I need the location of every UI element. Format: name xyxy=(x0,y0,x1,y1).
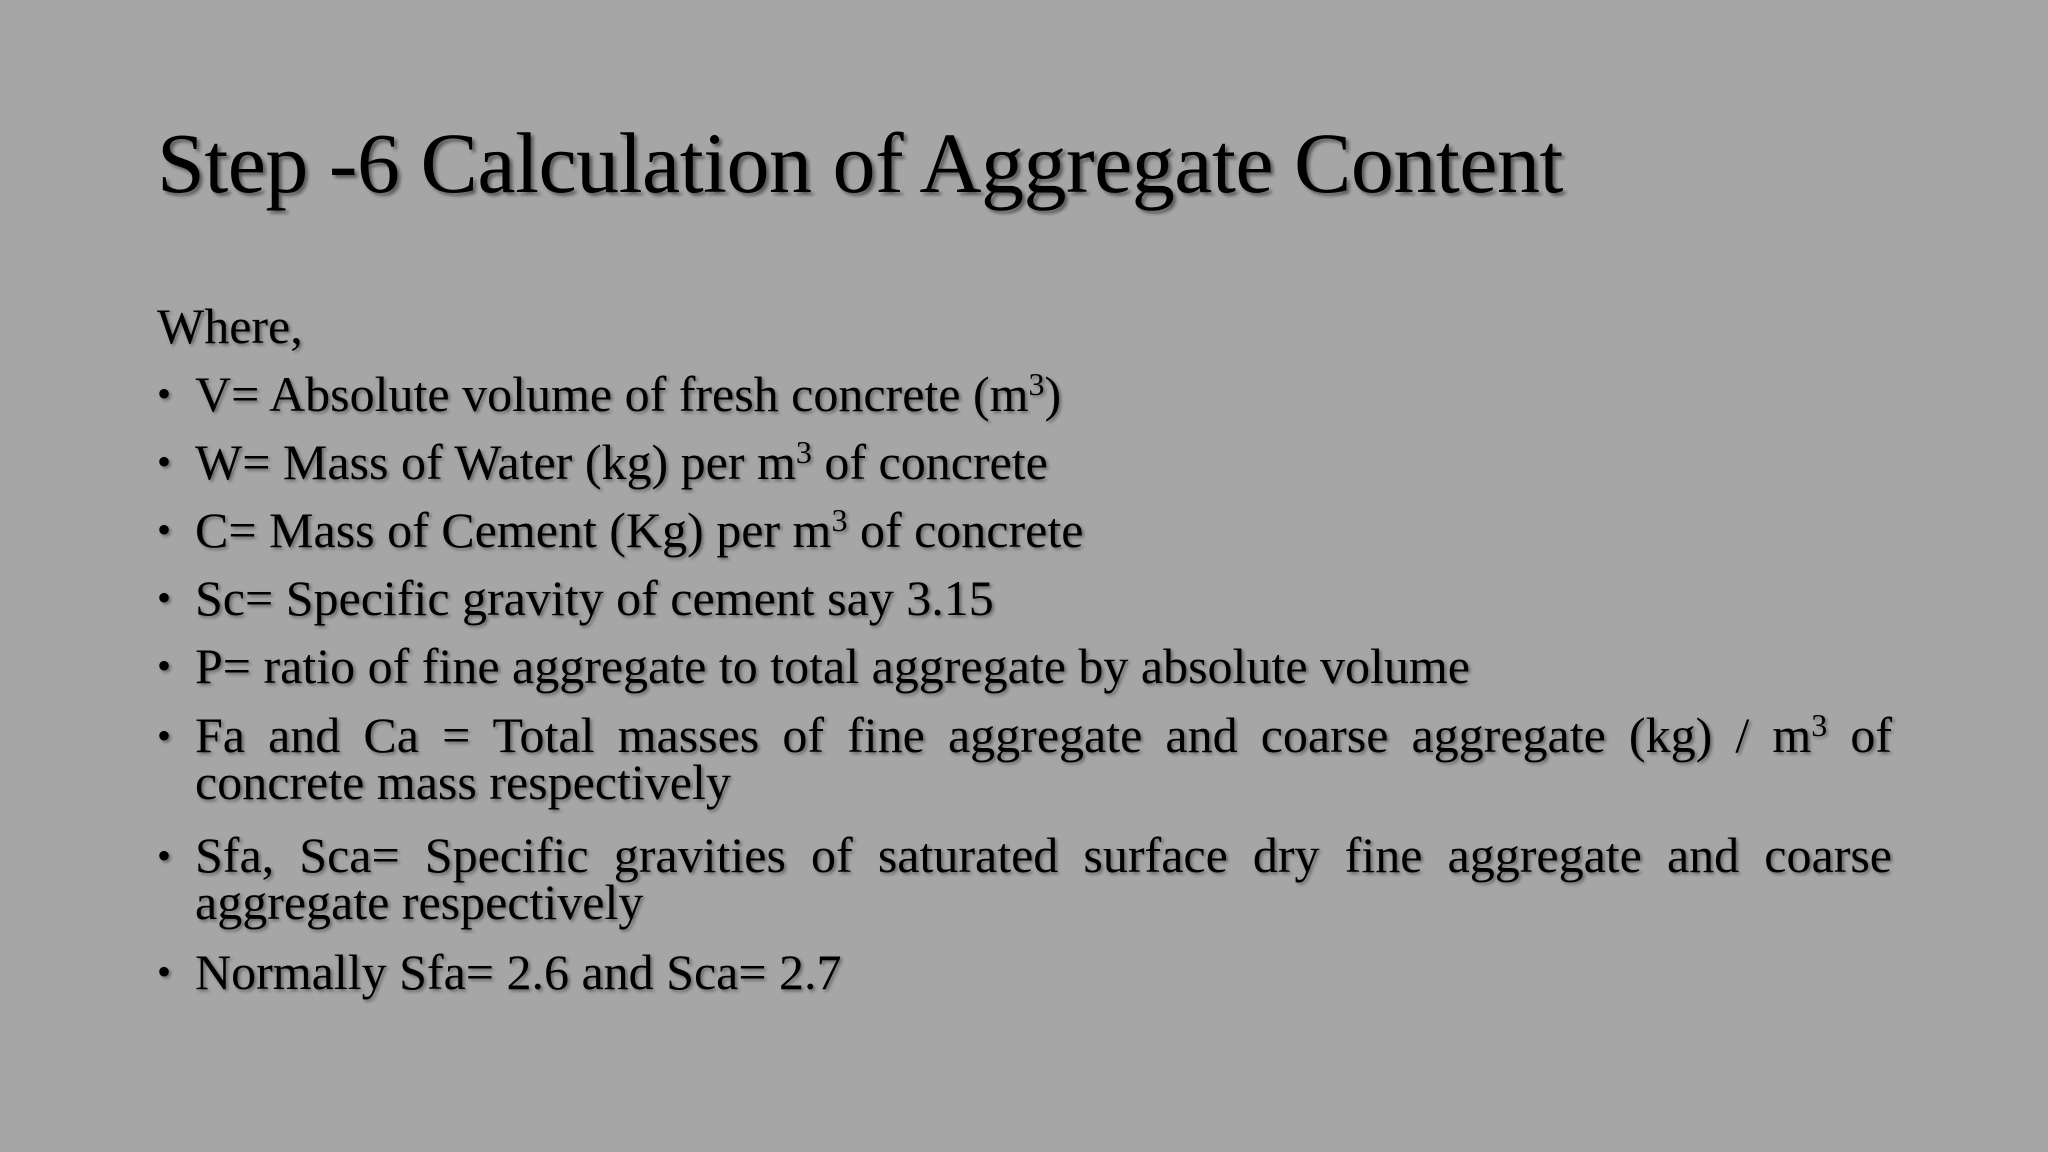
superscript: 3 xyxy=(831,502,848,538)
item-text: C= Mass of Cement (Kg) per m xyxy=(195,502,832,558)
item-text-end: of concrete xyxy=(811,434,1048,490)
item-text-end: of concrete mass respectively xyxy=(195,707,1892,810)
slide-body xyxy=(157,292,1892,1006)
item-text: Fa and Ca = Total masses of fine aggregate and coarse aggregate (kg) / m xyxy=(195,707,1812,763)
bullet-icon: • xyxy=(157,439,172,484)
list-item-ratio xyxy=(157,632,1892,700)
item-text: P= ratio of fine aggregate to total aggregate by absolute volume xyxy=(195,638,1470,694)
intro-text: Where, xyxy=(157,298,303,354)
superscript: 3 xyxy=(795,434,812,470)
bullet-icon: • xyxy=(157,371,172,416)
bullet-icon: • xyxy=(157,507,172,552)
bullet-icon: • xyxy=(157,949,172,994)
superscript: 3 xyxy=(1811,707,1828,743)
list-item-specific-gravity-cement xyxy=(157,564,1892,632)
bullet-icon: • xyxy=(157,643,172,688)
item-text: W= Mass of Water (kg) per m xyxy=(195,434,796,490)
item-text: Sfa, Sca= Specific gravities of saturated surface dry fine aggregate and coarse aggregate respectively xyxy=(195,827,1892,930)
slide-title: Step -6 Calculation of Aggregate Content xyxy=(157,115,1563,211)
list-item-cement xyxy=(157,496,1892,564)
item-text: Normally Sfa= 2.6 and Sca= 2.7 xyxy=(195,944,842,1000)
bullet-icon: • xyxy=(157,713,172,758)
list-item-aggregate-masses xyxy=(157,700,1892,820)
item-text-end: ) xyxy=(1044,366,1062,422)
item-text-end: of concrete xyxy=(847,502,1084,558)
list-item-water xyxy=(157,428,1892,496)
bullet-icon: • xyxy=(157,575,172,620)
definition-list xyxy=(157,360,1892,1006)
list-item-volume xyxy=(157,360,1892,428)
item-text: Sc= Specific gravity of cement say 3.15 xyxy=(195,570,994,626)
bullet-icon: • xyxy=(157,833,172,878)
superscript: 3 xyxy=(1028,366,1045,402)
item-text: V= Absolute volume of fresh concrete (m xyxy=(195,366,1029,422)
list-item-normal-values xyxy=(157,938,1892,1006)
list-item-aggregate-gravities xyxy=(157,820,1892,938)
